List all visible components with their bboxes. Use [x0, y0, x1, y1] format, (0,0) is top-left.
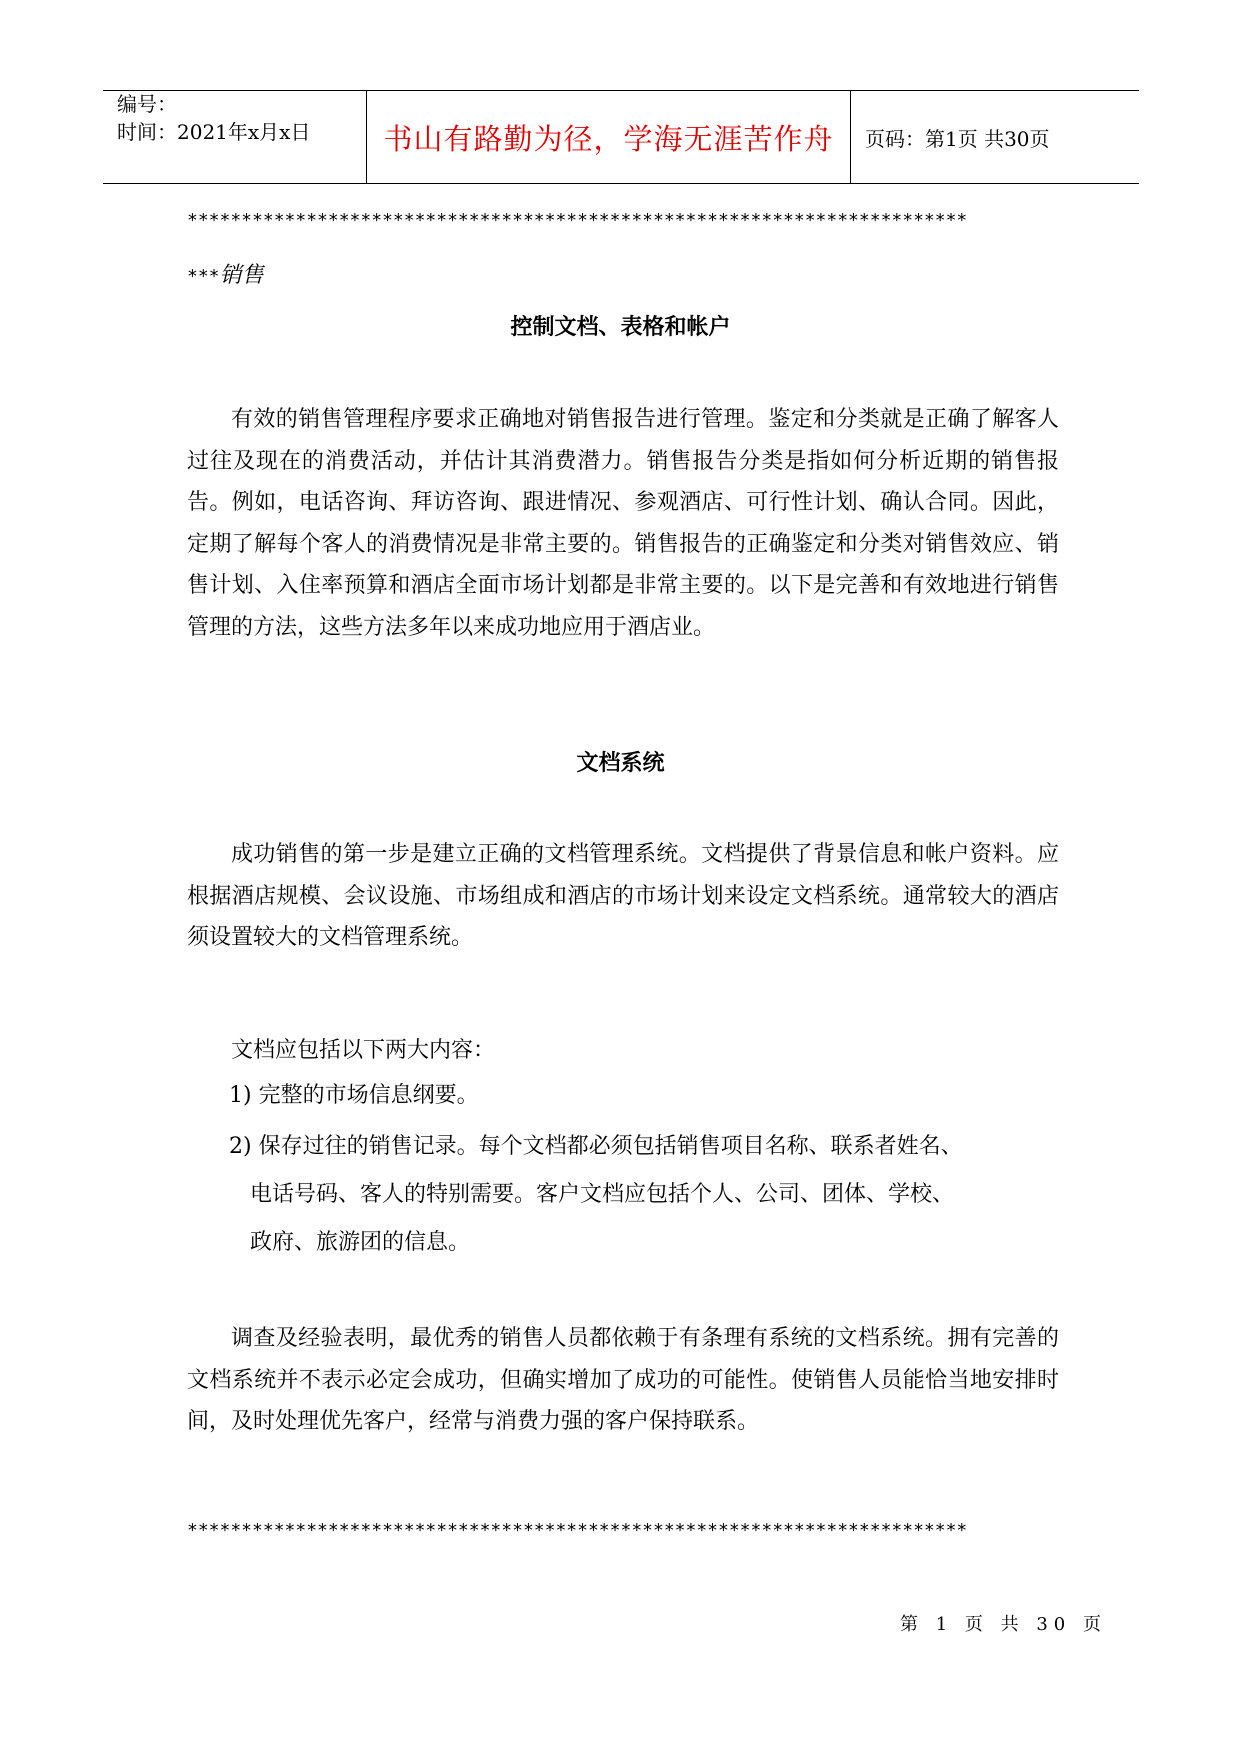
paragraph-3: 文档应包括以下两大内容：	[231, 1038, 496, 1063]
subject-line	[187, 258, 264, 289]
motto: 书山有路勤为径，学海无涯苦作舟	[383, 121, 834, 156]
paragraph-1: 有效的销售管理程序要求正确地对销售报告进行管理。鉴定和分类就是正确了解客人过往及现在的消费活动，并估计其消费潜力。销售报告分类是指如何分析近期的销售报告。例如，电话咨询、拜访咨询、跟进情况、参观酒店、可行性计划、确认合同。因此，定期了解每个客人的消费情况是非常主要的。销售报告的正确鉴定和分类对销售效应、销售计划、入住率预算和酒店全面市场计划都是非常主要的。以下是完善和有效地进行销售管理的方法，这些方法多年以来成功地应用于酒店业。	[187, 407, 1059, 640]
paragraph-4: 调查及经验表明，最优秀的销售人员都依赖于有条理有系统的文档系统。拥有完善的文档系统并不表示必定会成功，但确实增加了成功的可能性。使销售人员能恰当地安排时间，及时处理优先客户，经常与消费力强的客户保持联系。	[187, 1326, 1059, 1434]
star-continuation: ***	[187, 266, 220, 287]
paragraph-2: 成功销售的第一步是建立正确的文档管理系统。文档提供了背景信息和帐户资料。应根据酒店规模、会议设施、市场组成和酒店的市场计划来设定文档系统。通常较大的酒店须设置较大的文档管理系统。	[187, 842, 1059, 950]
subject-label: 销售	[219, 263, 264, 288]
list-item-2-line-3: 政府、旅游团的信息。	[250, 1230, 471, 1255]
page-header	[103, 90, 1139, 184]
section-title-1: 控制文档、表格和帐户	[510, 315, 731, 340]
header-page-code-cell	[851, 91, 1139, 183]
section-title-2: 文档系统	[576, 751, 665, 776]
list-item-1: 1) 完整的市场信息纲要。	[229, 1083, 479, 1108]
serial-label: 编号：	[117, 92, 177, 116]
star-divider-bottom: ************************************************************************	[187, 1520, 968, 1541]
list-item-2-line-1: 2) 保存过往的销售记录。每个文档都必须包括销售项目名称、联系者姓名、	[229, 1134, 963, 1159]
time-label: 时间：2021年x月x日	[117, 120, 311, 144]
list-item-2-line-2: 电话号码、客人的特别需要。客户文档应包括个人、公司、团体、学校、	[250, 1182, 955, 1207]
page-footer: 第 1 页 共 30 页	[900, 1614, 1107, 1635]
header-left-cell	[103, 91, 367, 183]
page-code: 页码：第1页 共30页	[865, 126, 1050, 151]
star-divider-top: ************************************************************************	[187, 210, 968, 231]
header-motto-cell	[367, 91, 851, 183]
